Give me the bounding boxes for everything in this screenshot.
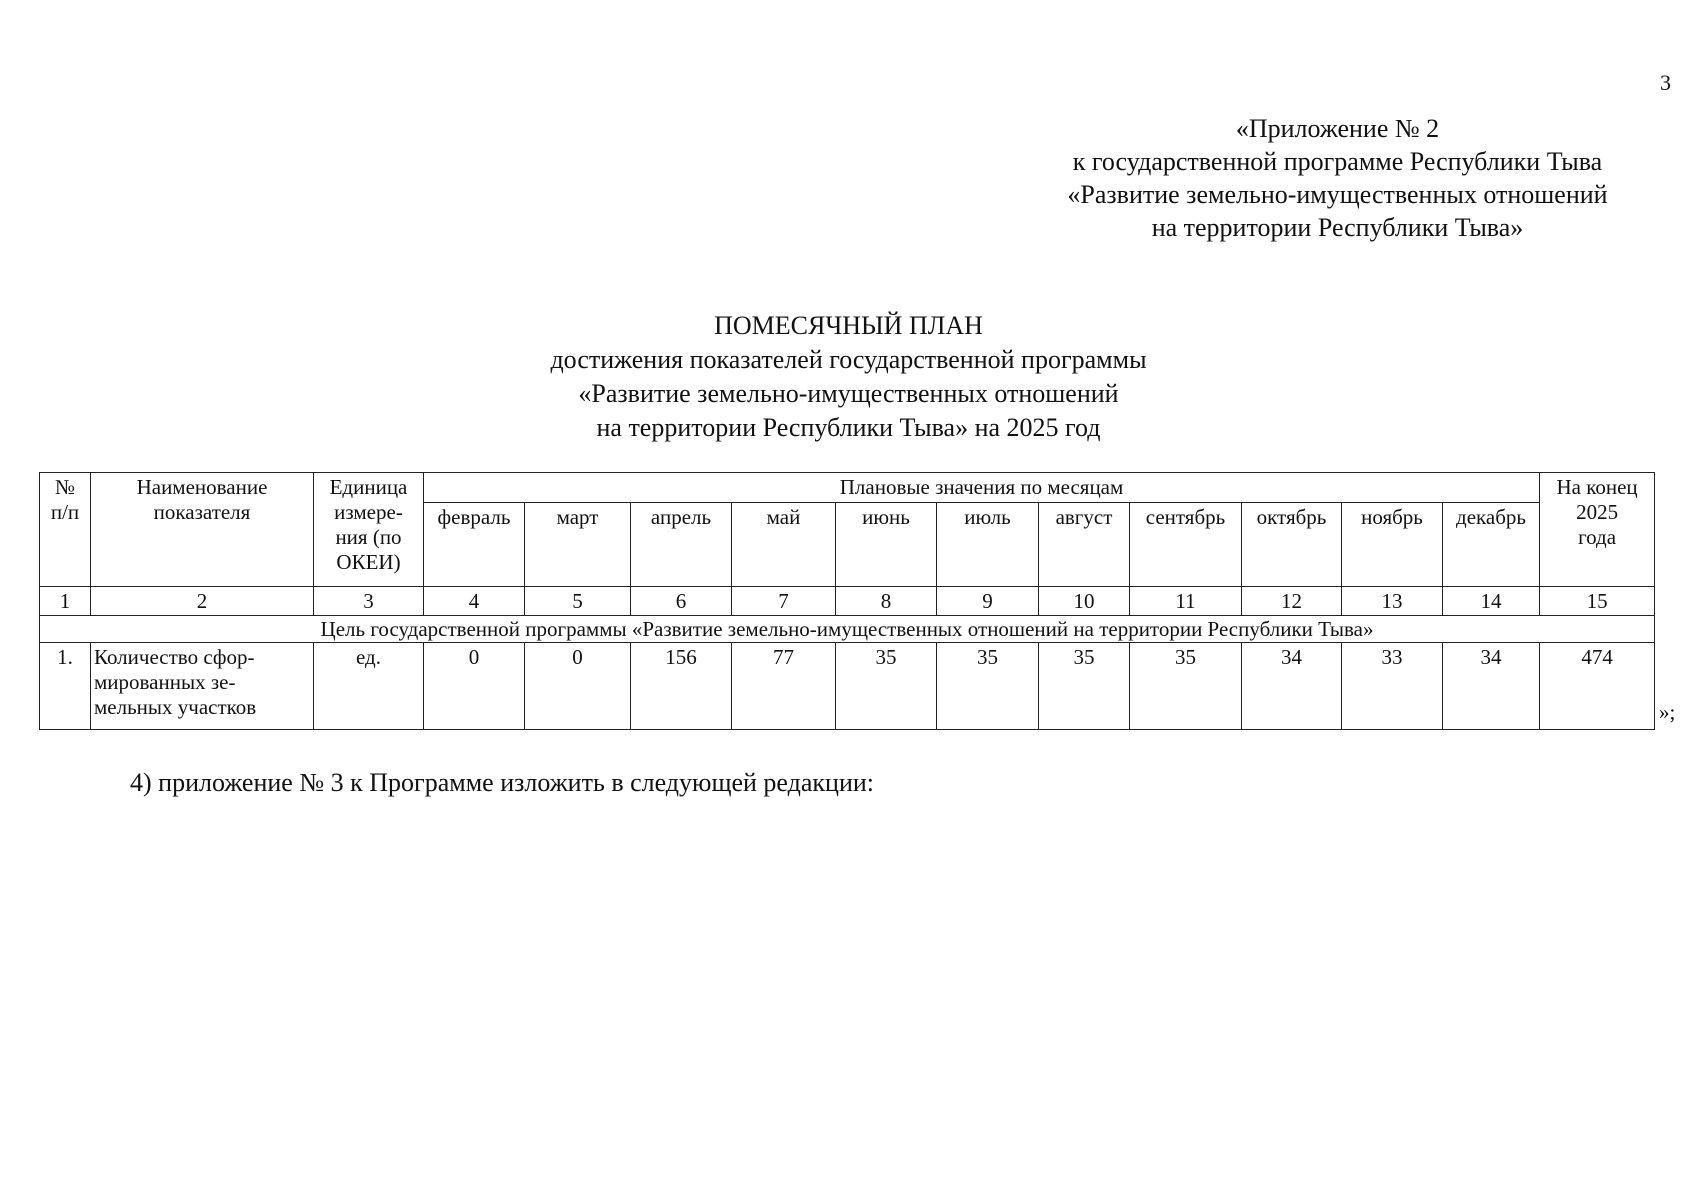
header-text: показателя [153,500,251,524]
header-month-cell: май [732,503,836,587]
goal-cell: Цель государственной программы «Развитие земельно-имущественных отношений на территории Республики Тыва» [40,616,1655,643]
header-month-cell: ноябрь [1342,503,1443,587]
table-row [40,643,1655,730]
month-value-cell: 35 [937,643,1039,730]
column-number-cell: 7 [732,587,836,616]
month-value-cell: 34 [1443,643,1540,730]
header-text: Единица [329,475,408,499]
indicator-name-line: мельных участков [94,695,257,719]
column-number-cell: 3 [314,587,424,616]
appendix-line: «Развитие земельно-имущественных отношений [1067,180,1608,209]
header-num-cell [40,473,91,587]
appendix-line: на территории Республики Тыва» [1151,213,1524,242]
title-line: достижения показателей государственной программы [550,345,1147,374]
month-value-cell: 77 [732,643,836,730]
goal-row [40,616,1655,643]
header-month-cell: июнь [836,503,937,587]
header-month-cell: апрель [631,503,732,587]
month-value-cell: 0 [424,643,525,730]
header-monthly-group: Плановые значения по месяцам [424,473,1540,503]
header-row-1 [40,473,1655,503]
document-title [0,309,1697,445]
closing-quote-mark: »; [1659,700,1676,724]
row-num-cell: 1. [40,643,91,730]
month-value-cell: 35 [836,643,937,730]
header-text: На конец [1556,475,1638,499]
header-text: № [54,475,76,499]
header-text: измере- [334,500,403,524]
header-month-cell: март [525,503,631,587]
header-text: 2025 [1576,500,1619,524]
column-number-cell: 2 [91,587,314,616]
page-number: 3 [1660,70,1671,95]
header-month-cell: сентябрь [1130,503,1242,587]
column-number-cell: 8 [836,587,937,616]
header-text: Наименование [136,475,268,499]
header-year-end-cell [1540,473,1655,587]
month-value-cell: 156 [631,643,732,730]
column-number-cell: 6 [631,587,732,616]
month-value-cell: 35 [1039,643,1130,730]
month-value-cell: 35 [1130,643,1242,730]
column-number-cell: 15 [1540,587,1655,616]
title-line: «Развитие земельно-имущественных отношений [578,379,1119,408]
month-value-cell: 0 [525,643,631,730]
header-text: п/п [50,500,80,524]
header-text: года [1578,525,1617,549]
year-end-value-cell: 474 [1540,643,1655,730]
indicator-name-cell [91,643,314,730]
header-text: ОКЕИ) [336,550,401,574]
column-number-cell: 5 [525,587,631,616]
monthly-plan-table [39,472,1655,730]
column-number-cell: 10 [1039,587,1130,616]
appendix-line: «Приложение № 2 [1235,114,1440,143]
indicator-name-line: мированных зе- [94,670,236,694]
column-number-cell: 9 [937,587,1039,616]
title-line: ПОМЕСЯЧНЫЙ ПЛАН [714,311,983,340]
header-month-cell: август [1039,503,1130,587]
column-number-cell: 12 [1242,587,1342,616]
header-month-cell: февраль [424,503,525,587]
amendment-paragraph: 4) приложение № 3 к Программе изложить в следующей редакции: [130,768,874,797]
column-number-cell: 11 [1130,587,1242,616]
header-month-cell: июль [937,503,1039,587]
header-text: ния (по [335,525,402,549]
month-value-cell: 33 [1342,643,1443,730]
month-value-cell: 34 [1242,643,1342,730]
appendix-line: к государственной программе Республики Тыва [1072,147,1603,176]
column-number-cell: 13 [1342,587,1443,616]
column-number-cell: 1 [40,587,91,616]
header-unit-cell [314,473,424,587]
column-number-cell: 4 [424,587,525,616]
header-name-cell [91,473,314,587]
appendix-header [1000,112,1675,244]
title-line: на территории Республики Тыва» на 2025 год [596,413,1101,442]
unit-cell: ед. [314,643,424,730]
column-number-cell: 14 [1443,587,1540,616]
indicator-name-line: Количество сфор- [94,645,255,669]
column-number-row [40,587,1655,616]
header-month-cell: октябрь [1242,503,1342,587]
header-month-cell: декабрь [1443,503,1540,587]
